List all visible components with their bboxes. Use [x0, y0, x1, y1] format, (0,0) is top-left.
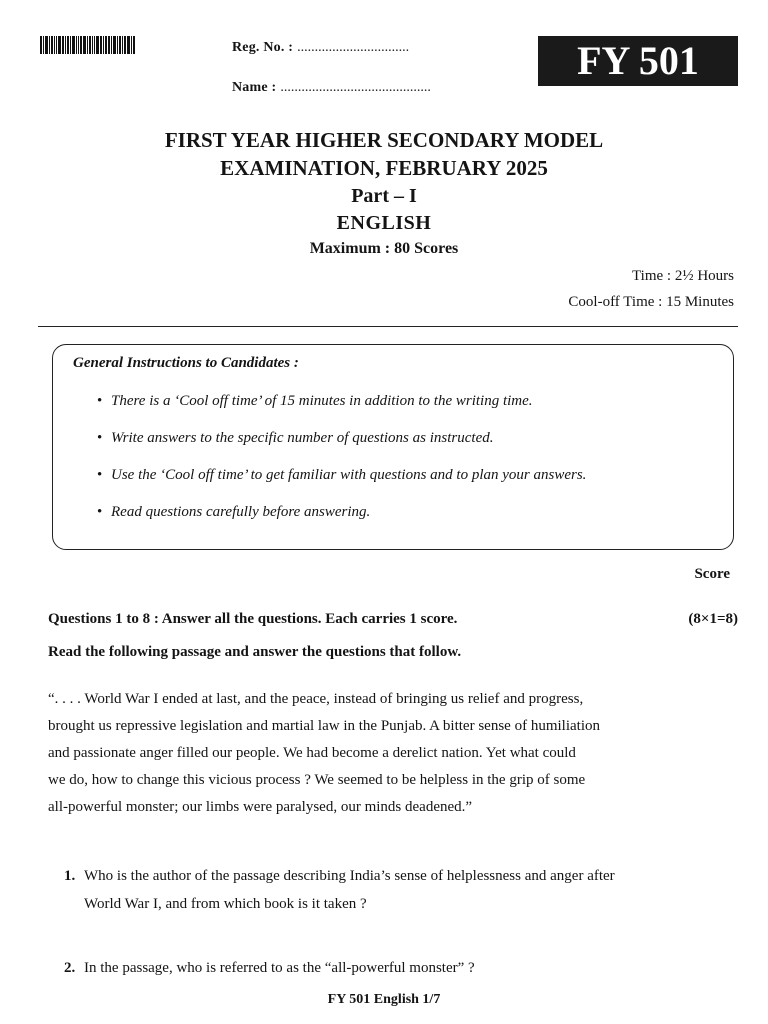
exam-title-line2: EXAMINATION, FEBRUARY 2025 — [220, 156, 548, 180]
score-column-label: Score — [694, 566, 730, 582]
passage-line: “. . . . World War I ended at last, and the peace, instead of bringing us relief and progress, — [48, 691, 584, 707]
bullet-icon: • — [97, 393, 103, 409]
question-2 — [64, 954, 744, 982]
part-label: Part – I — [351, 185, 417, 207]
barcode — [40, 36, 152, 54]
question-1 — [64, 862, 744, 918]
passage-line: brought us repressive legislation and martial law in the Punjab. A bitter sense of humiliation — [48, 718, 600, 734]
bullet-icon: • — [97, 467, 103, 483]
time-allowed: Time : 2½ Hours — [632, 268, 734, 284]
passage-line: we do, how to change this vicious process ? We seemed to be helpless in the grip of some — [48, 772, 586, 788]
reg-no-blank: ................................ — [297, 40, 410, 55]
reg-no-label: Reg. No. : — [232, 40, 294, 55]
instructions-list — [97, 393, 586, 541]
subject-title: ENGLISH — [336, 212, 432, 234]
question-number: 1. — [64, 868, 76, 884]
header-divider — [38, 326, 738, 327]
instructions-box — [52, 344, 734, 550]
section-heading: Questions 1 to 8 : Answer all the questions. Each carries 1 score. — [48, 611, 458, 627]
section-marks: (8×1=8) — [688, 611, 738, 627]
reg-no-field — [232, 40, 409, 56]
instructions-title: General Instructions to Candidates : — [73, 355, 299, 371]
page-footer: FY 501 English 1/7 — [327, 992, 441, 1007]
question-number: 2. — [64, 960, 76, 976]
name-blank: ........................................... — [280, 80, 431, 95]
instruction-item: • Use the ‘Cool off time’ to get familiar with questions and to plan your answers. — [97, 467, 586, 504]
cool-off-time: Cool-off Time : 15 Minutes — [568, 294, 734, 310]
bullet-icon: • — [97, 430, 103, 446]
passage-line: and passionate anger filled our people. We had become a derelict nation. Yet what could — [48, 745, 576, 761]
instruction-item: • Write answers to the specific number of questions as instructed. — [97, 430, 586, 467]
instruction-item: • There is a ‘Cool off time’ of 15 minutes in addition to the writing time. — [97, 393, 586, 430]
paper-code-badge: FY 501 — [538, 36, 738, 86]
passage-instruction: Read the following passage and answer the questions that follow. — [48, 644, 462, 660]
instruction-item: • Read questions carefully before answering. — [97, 504, 586, 541]
passage — [48, 686, 738, 821]
exam-title-line1: FIRST YEAR HIGHER SECONDARY MODEL — [164, 128, 604, 152]
name-label: Name : — [232, 80, 277, 95]
question-text: In the passage, who is referred to as the “all-powerful monster” ? — [84, 960, 475, 976]
question-text-cont: World War I, and from which book is it taken ? — [84, 896, 367, 912]
bullet-icon: • — [97, 504, 103, 520]
name-field — [232, 80, 431, 96]
passage-line: all-powerful monster; our limbs were paralysed, our minds deadened.” — [48, 799, 473, 815]
max-scores: Maximum : 80 Scores — [309, 240, 459, 257]
question-text: Who is the author of the passage describing India’s sense of helplessness and anger after — [84, 868, 615, 884]
